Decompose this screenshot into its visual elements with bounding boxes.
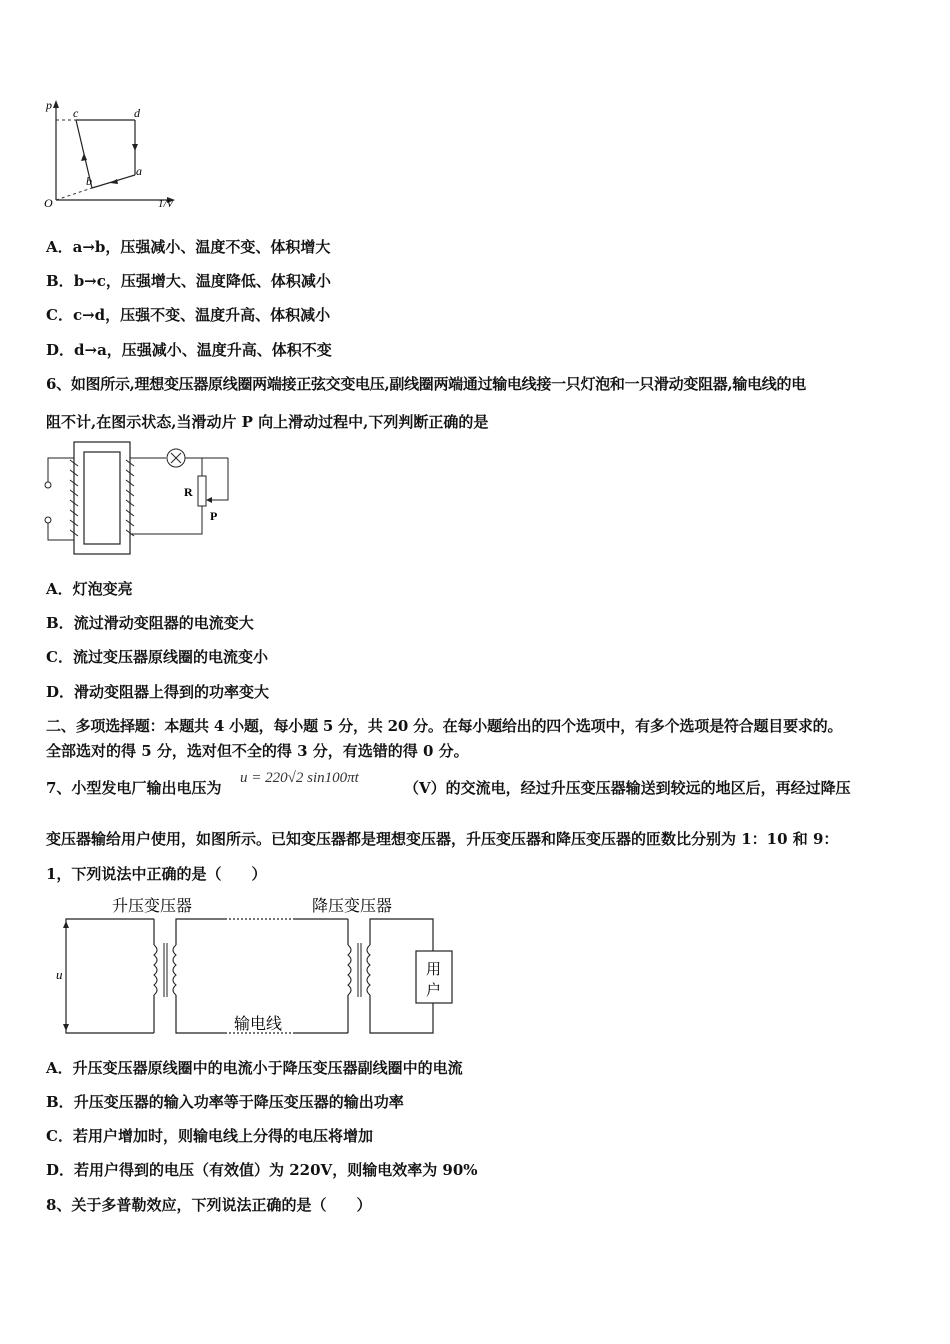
transformer-core-inner — [84, 452, 120, 544]
label-transmission-line: 输电线 — [234, 1016, 283, 1033]
q7-stem-line3: 1，下列说法中正确的是（ ） — [46, 865, 267, 883]
option-text: 滑动变阻器上得到的功率变大 — [74, 683, 270, 701]
option-text: 升压变压器的输入功率等于降压变压器的输出功率 — [73, 1093, 404, 1111]
q5-option-d — [46, 339, 332, 360]
q6-stem-line1: 6、如图所示,理想变压器原线圈两端接正弦交变电压,副线圈两端通过输电线接一只灯泡和一只滑动变阻器,输电线的电 — [46, 375, 806, 393]
slider-arrow — [206, 497, 212, 503]
slider-wire — [210, 458, 228, 500]
q8-stem-line1: 8、关于多普勒效应，下列说法正确的是（ ） — [46, 1196, 372, 1214]
option-text: 升压变压器原线圈中的电流小于降压变压器副线圈中的电流 — [72, 1059, 463, 1077]
label-user-1: 用 — [426, 962, 442, 978]
dashed-origin-b — [56, 188, 92, 200]
transformer-core-outer — [74, 442, 130, 554]
option-letter: A． — [46, 238, 73, 256]
option-text: a→b，压强减小、温度不变、体积增大 — [72, 238, 331, 256]
transmission-circuit — [50, 893, 470, 1041]
section2-heading-line2: 全部选对的得 5 分，选对但不全的得 3 分，有选错的得 0 分。 — [46, 742, 469, 760]
option-text: d→a，压强减小、温度升高、体积不变 — [74, 341, 332, 359]
step-down-primary-coil — [348, 945, 351, 995]
label-r: R — [184, 485, 193, 499]
label-u: u — [56, 967, 63, 982]
label-step-down: 降压变压器 — [312, 898, 393, 915]
wire-lamp-to-rheostat — [185, 458, 202, 476]
option-letter: D． — [46, 683, 75, 701]
q6-option-d — [46, 681, 269, 702]
q7-stem-line2: 变压器输给用户使用，如图所示。已知变压器都是理想变压器，升压变压器和降压变压器的匝数比分别为 1：10 和 9： — [46, 830, 839, 848]
label-b: b — [86, 174, 92, 188]
rheostat — [198, 476, 206, 506]
option-text: 灯泡变亮 — [72, 580, 133, 598]
arrow-a-b — [110, 179, 118, 184]
option-text: c→d，压强不变、温度升高、体积减小 — [72, 306, 331, 324]
option-letter: A． — [46, 580, 73, 598]
input-terminal-bottom — [45, 517, 51, 523]
q7-option-c — [46, 1125, 373, 1146]
step-down-secondary-coil — [367, 945, 370, 995]
q7-formula: u = 220√2 sin100πt — [240, 770, 359, 786]
q6-option-a — [46, 578, 133, 599]
q5-option-b — [46, 270, 331, 291]
option-letter: D． — [46, 1161, 75, 1179]
q6-option-b — [46, 612, 254, 633]
option-letter: A． — [46, 1059, 73, 1077]
option-text: 流过滑动变阻器的电流变大 — [73, 614, 254, 632]
q6-stem-line2: 阻不计,在图示状态,当滑动片 P 向上滑动过程中,下列判断正确的是 — [46, 413, 489, 431]
primary-loop — [66, 919, 154, 1033]
pv-diagram — [40, 95, 190, 215]
u-arrow-top — [63, 921, 69, 928]
transformer-circuit — [40, 440, 240, 560]
q7-option-d — [46, 1159, 478, 1180]
option-letter: B． — [46, 614, 74, 632]
q5-option-a — [46, 236, 330, 257]
option-letter: B． — [46, 272, 74, 290]
option-letter: B． — [46, 1093, 74, 1111]
q5-option-c — [46, 304, 330, 325]
label-1-over-v: 1/V — [158, 198, 174, 210]
label-p: p — [46, 98, 52, 112]
input-terminal-top — [45, 482, 51, 488]
u-arrow-bottom — [63, 1024, 69, 1031]
label-user-2: 户 — [426, 983, 442, 999]
label-o: O — [44, 196, 53, 210]
q7-stem-prefix: 7、小型发电厂输出电压为 — [46, 779, 222, 797]
step-up-secondary-coil — [173, 945, 176, 995]
q7-stem-suffix: （V）的交流电，经过升压变压器输送到较远的地区后，再经过降压 — [404, 779, 851, 797]
q7-option-a — [46, 1057, 463, 1078]
option-text: 若用户得到的电压（有效值）为 220V，则输电效率为 90% — [74, 1161, 478, 1179]
label-c: c — [73, 106, 79, 120]
option-text: b→c，压强增大、温度降低、体积减小 — [73, 272, 331, 290]
q7-option-b — [46, 1091, 404, 1112]
option-letter: C． — [46, 648, 73, 666]
arrow-b-c — [81, 153, 87, 161]
option-text: 流过变压器原线圈的电流变小 — [72, 648, 268, 666]
label-p-slider: P — [210, 509, 218, 523]
input-wire-bottom — [48, 523, 74, 540]
arrow-d-a — [132, 144, 138, 151]
option-letter: D． — [46, 341, 75, 359]
label-d: d — [134, 106, 140, 120]
q6-option-c — [46, 646, 268, 667]
p-axis-arrow — [53, 100, 59, 108]
wire-rheostat-bottom — [130, 506, 202, 534]
option-text: 若用户增加时，则输电线上分得的电压将增加 — [72, 1127, 373, 1145]
option-letter: C． — [46, 306, 73, 324]
label-a: a — [136, 164, 142, 178]
option-letter: C． — [46, 1127, 73, 1145]
label-step-up: 升压变压器 — [112, 898, 193, 915]
step-up-primary-coil — [154, 945, 157, 995]
section2-heading-line1: 二、多项选择题：本题共 4 小题，每小题 5 分，共 20 分。在每小题给出的四个选项中，有多个选项是符合题目要求的。 — [46, 717, 843, 735]
